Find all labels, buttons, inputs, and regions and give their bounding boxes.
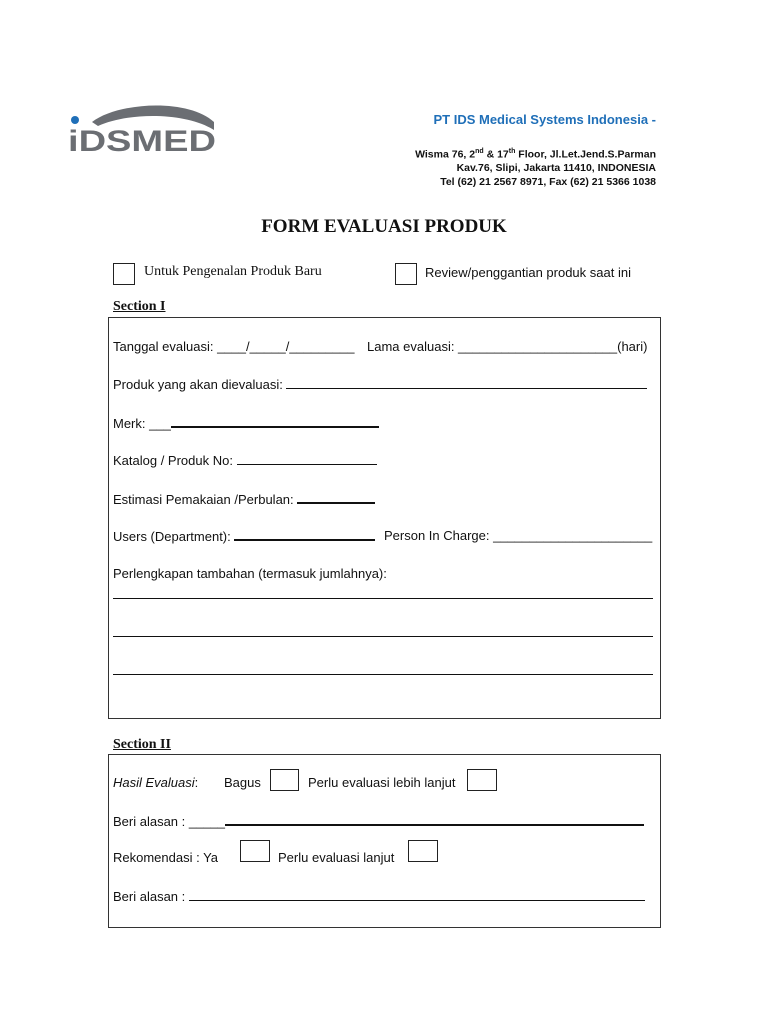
tanggal-evaluasi-field[interactable]: Tanggal evaluasi: ____/_____/_________ <box>113 339 355 354</box>
bagus-label: Bagus <box>224 775 261 790</box>
perlengkapan-line-2[interactable] <box>113 636 653 637</box>
hasil-evaluasi-label: Hasil Evaluasi: <box>113 775 199 790</box>
logo-text: iDSMED <box>68 125 216 156</box>
katalog-field[interactable]: Katalog / Produk No: <box>113 453 377 468</box>
form-title: FORM EVALUASI PRODUK <box>261 216 507 237</box>
lama-evaluasi-field[interactable]: Lama evaluasi: ______________________(hari) <box>367 339 648 354</box>
merk-field[interactable]: Merk: ___ <box>113 415 379 431</box>
perlu-evaluasi-lanjut-checkbox[interactable] <box>408 840 438 862</box>
person-in-charge-field[interactable]: Person In Charge: ______________________ <box>384 528 653 543</box>
beri-alasan-1-field[interactable]: Beri alasan : _____ <box>113 813 644 829</box>
perlengkapan-label: Perlengkapan tambahan (termasuk jumlahnya): <box>113 566 387 581</box>
produk-field[interactable]: Produk yang akan dievaluasi: <box>113 377 647 392</box>
perlu-evaluasi-lanjut-label: Perlu evaluasi lanjut <box>278 850 395 865</box>
beri-alasan-2-field[interactable]: Beri alasan : <box>113 889 645 904</box>
perlu-lanjut-checkbox[interactable] <box>467 769 497 791</box>
address-line-1: Wisma 76, 2nd & 17th Floor, Jl.Let.Jend.S.Parman <box>415 148 656 161</box>
address-line-3: Tel (62) 21 2567 8971, Fax (62) 21 5366 1038 <box>440 176 656 188</box>
perlengkapan-line-1[interactable] <box>113 598 653 599</box>
users-field[interactable]: Users (Department): <box>113 528 375 544</box>
bagus-checkbox[interactable] <box>270 769 299 791</box>
review-checkbox[interactable] <box>395 263 417 285</box>
new-product-label: Untuk Pengenalan Produk Baru <box>144 264 322 279</box>
new-product-checkbox[interactable] <box>113 263 135 285</box>
section-1-label: Section I <box>113 299 166 314</box>
perlu-lanjut-label: Perlu evaluasi lebih lanjut <box>308 775 456 790</box>
perlengkapan-line-3[interactable] <box>113 674 653 675</box>
rekomendasi-ya-label: Rekomendasi : Ya <box>113 850 219 865</box>
estimasi-field[interactable]: Estimasi Pemakaian /Perbulan: <box>113 491 375 507</box>
section-2-label: Section II <box>113 737 171 752</box>
rekomendasi-ya-checkbox[interactable] <box>240 840 270 862</box>
address-line-2: Kav.76, Slipi, Jakarta 11410, INDONESIA <box>456 162 656 174</box>
review-label: Review/penggantian produk saat ini <box>425 265 631 280</box>
idsmed-logo <box>68 100 220 156</box>
company-name: PT IDS Medical Systems Indonesia - <box>433 112 656 127</box>
